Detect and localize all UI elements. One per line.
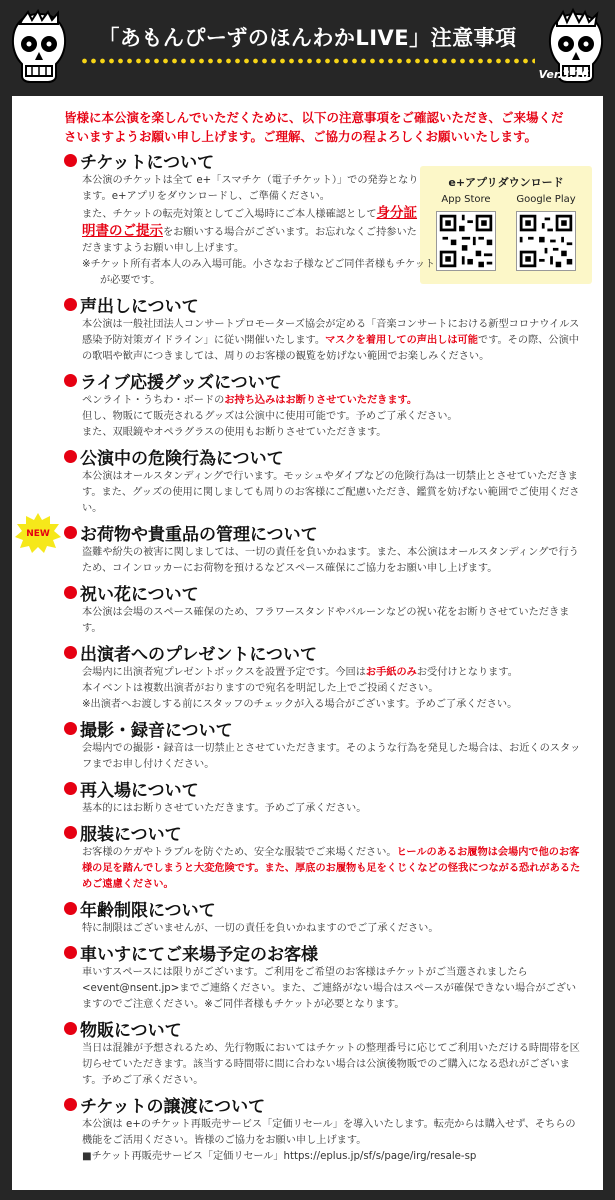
section-wheelchair: [64, 940, 584, 1013]
app-download-title: e+アプリダウンロード: [448, 176, 564, 189]
version-label: Ver.3.16: [538, 68, 589, 81]
bullet-icon: [64, 374, 77, 387]
section-text: 車いすスペースには限りがございます。ご利用をご希望のお客様はチケットがご当選されましたら<event@nsent.jp>までご連絡ください。また、ご連絡がない場合はスペースが確保できない場合がございますのでご注意ください。※ご同伴者様もチケットが必要となります。: [82, 967, 577, 1010]
section-heading: 年齢制限について: [80, 901, 216, 921]
section-text: 盗難や紛失の被害に関しましては、一切の責任を負いかねます。また、本公演はオールスタンディングで行うため、コインロッカーにお荷物を預けるなどスペース確保にご協力をお願い申し上げます。: [82, 547, 579, 574]
bullet-icon: [64, 1022, 77, 1035]
section-goods: [64, 368, 584, 441]
new-badge-label: NEW: [26, 529, 50, 539]
app-store-label: App Store: [441, 194, 491, 205]
section-heading: 服装について: [80, 825, 182, 845]
bullet-icon: [64, 826, 77, 839]
id-required-highlight: 身分証明書のご提示: [82, 205, 418, 239]
section-text: 会場内に出演者宛プレゼントボックスを設置予定です。今回はお手紙のみお受付けとなります。: [82, 667, 518, 678]
section-text: 当日は混雑が予想されるため、先行物販においてはチケットの整理番号に応じてご利用いただける時間帯を区切らせていただきます。該当する時間帯に間に合わない場合は公演後物販でのご購入になる恐れがございます。予めご了承ください。: [82, 1043, 580, 1086]
section-heading: 出演者へのプレゼントについて: [80, 645, 317, 665]
section-heading: お荷物や貴重品の管理について: [80, 525, 318, 545]
bullet-icon: [64, 298, 77, 311]
section-heading: チケットの譲渡について: [80, 1097, 266, 1117]
section-heading: 車いすにてご来場予定のお客様: [80, 945, 318, 965]
section-heading: 撮影・録音について: [80, 721, 233, 741]
section-heading: 祝い花について: [80, 585, 199, 605]
section-clothing: [64, 820, 584, 893]
section-heading: 公演中の危険行為について: [80, 449, 284, 469]
section-ticket: [64, 148, 584, 289]
section-text: 基本的にはお断りさせていただきます。予めご了承ください。: [82, 803, 367, 814]
section-present: [64, 640, 584, 713]
page-title: 「あもんぴーずのほんわかLIVE」注意事項: [98, 26, 517, 50]
section-danger: [64, 444, 584, 517]
section-text: 特に制限はございませんが、一切の責任を負いかねますのでご了承ください。: [82, 923, 439, 934]
section-text: ペンライト・うちわ・ボードのお持ち込みはお断りさせていただきます。: [82, 395, 418, 406]
bullet-icon: [64, 586, 77, 599]
section-heading: チケットについて: [80, 153, 215, 173]
header: [0, 0, 615, 96]
sections: [64, 148, 584, 1168]
section-heading: 声出しについて: [80, 297, 199, 317]
bullet-icon: [64, 946, 77, 959]
bullet-icon: [64, 450, 77, 463]
bullet-icon: [64, 646, 77, 659]
section-resale: [64, 1092, 584, 1165]
bullet-icon: [64, 526, 77, 539]
bullet-icon: [64, 722, 77, 735]
section-text: お客様のケガやトラブルを防ぐため、安全な服装でご来場ください。ヒールのあるお履物は会場内で他のお客様の足を踏んでしまうと大変危険です。また、厚底のお履物も足をくじくなどの怪我につながる恐れがあるためご遠慮ください。: [82, 847, 581, 890]
section-heading: 物販について: [80, 1021, 182, 1041]
section-text: 本公演は会場のスペース確保のため、フラワースタンドやバルーンなどの祝い花をお断りさせていただきます。: [82, 607, 570, 634]
notice-panel: [12, 68, 603, 1190]
google-play-label: Google Play: [516, 194, 576, 205]
section-age: [64, 896, 584, 937]
section-note: ※チケット所有者本人のみ入場可能。小さなお子様などご同伴者様もチケットが必要です。: [82, 259, 436, 286]
section-text: 但し、物販にて販売されるグッズは公演中に使用可能です。予めご了承ください。: [82, 411, 458, 422]
section-text: 本公演はオールスタンディングで行います。モッシュやダイブなどの危険行為は一切禁止とさせていただきます。また、グッズの使用に関しましても周りのお客様にご配慮いただき、鑑賞を妨げない範囲でご使用ください。: [82, 471, 580, 514]
section-voice: [64, 292, 584, 365]
section-text: また、チケットの転売対策としてご入場時にご本人様確認として身分証明書のご提示をお願いする場合がございます。お忘れなくご持参いただきますようお願い申し上げます。: [82, 205, 418, 254]
section-note: ※出演者へお渡しする前にスタッフのチェックが入る場合がございます。予めご了承ください。: [82, 699, 518, 710]
section-heading: ライブ応援グッズについて: [80, 373, 282, 393]
dotted-divider: [80, 58, 535, 64]
bullet-icon: [64, 154, 77, 167]
section-text: また、双眼鏡やオペラグラスの使用もお断りさせていただきます。: [82, 427, 387, 438]
section-text: 会場内での撮影・録音は一切禁止とさせていただきます。そのような行為を発見した場合は、お近くのスタッフまでお申し付けください。: [82, 743, 581, 770]
section-heading: 再入場について: [80, 781, 199, 801]
section-text: 本イベントは複数出演者がおりますので宛名を明記した上でご投函ください。: [82, 683, 439, 694]
resale-link[interactable]: ■チケット再販売サービス「定価リセール」https://eplus.jp/sf/s/page/irg/resale-sp: [82, 1151, 477, 1162]
section-flowers: [64, 580, 584, 637]
bullet-icon: [64, 782, 77, 795]
intro-text: 皆様に本公演を楽しんでいただくために、以下の注意事項をご確認いただき、ご来場くださいますようお願い申し上げます。ご理解、ご協力の程よろしくお願いいたします。: [64, 110, 564, 144]
section-photo: [64, 716, 584, 773]
section-text: 本公演のチケットは全て e+「スマチケ（電子チケット）」での発券となります。e+アプリをダウンロードし、ご準備ください。: [82, 175, 419, 202]
section-reentry: [64, 776, 584, 817]
section-baggage: [64, 520, 584, 577]
section-merch: [64, 1016, 584, 1089]
bullet-icon: [64, 902, 77, 915]
section-text: 本公演は一般社団法人コンサートプロモーターズ協会が定める「音楽コンサートにおける新型コロナウイルス感染予防対策ガイドライン」に従い開催いたします。マスクを着用しての声出しは可能です。その際、公演中の歌唱や歓声につきましては、周りのお客様の観覧を妨げない範囲でお楽しみください。: [82, 319, 580, 362]
bullet-icon: [64, 1098, 77, 1111]
new-badge-icon: [14, 512, 62, 554]
section-text: 本公演は e+のチケット再販売サービス「定価リセール」を導入いたします。転売からは購入せず、そちらの機能をご活用ください。皆様のご協力をお願い申し上げます。: [82, 1119, 576, 1146]
